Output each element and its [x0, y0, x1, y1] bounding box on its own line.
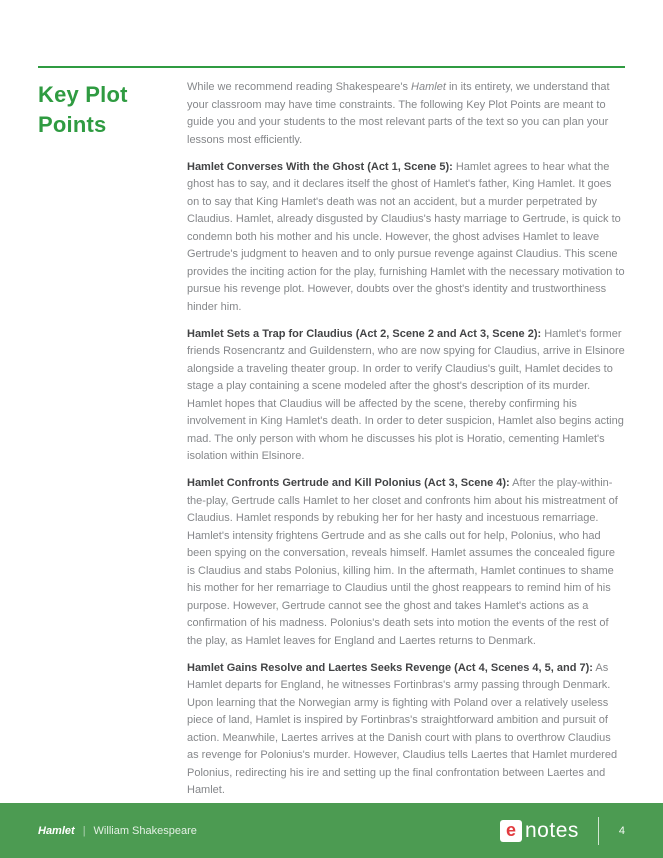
- main-text-column: [187, 79, 625, 824]
- page-title-line2: Points: [38, 112, 107, 137]
- top-divider-rule: [38, 66, 625, 68]
- plot-point-paragraph: [187, 326, 625, 466]
- plot-point-body: Hamlet's former friends Rosencrantz and Guildenstern, who are now spying for Claudius, arrive in Elsinore alongside a traveling theater group. In order to verify Claudius's guilt, Hamlet decides to stage a play containing a scene modeled after the ghost's description of its murder. Hamlet hopes that Claudius will be affected by the scene, thereby confirming his involvement in King Hamlet's death. In order to deter suspicion, Hamlet also begins acting mad. The only person with whom he discusses his plot is Horatio, cementing Hamlet's isolation within Elsinore.: [187, 327, 625, 462]
- page-number: 4: [618, 824, 625, 837]
- plot-point-paragraph: [187, 159, 625, 317]
- enotes-logo-wordmark: notes: [525, 818, 579, 842]
- enotes-logo-e-icon: e: [500, 820, 522, 842]
- plot-point-body: Hamlet agrees to hear what the ghost has to say, and it declares itself the ghost of Hamlet's father, King Hamlet. It goes on to say that King Hamlet's death was not an accident, but a murder perpetrated by Claudius. Hamlet, already disgusted by Claudius's hasty marriage to Gertrude, is quick to condemn both his mother and his uncle. However, the ghost advises Hamlet to leave Gertrude's judgment to heaven and to only pursue revenge against Claudius. This scene provides the inciting action for the play, furnishing Hamlet with the necessary motivation to pursue his revenge plot. However, doubts over the ghost's identity and trustworthiness hinder him.: [187, 160, 625, 313]
- footer-book-info: [38, 825, 197, 837]
- intro-text-post: in its entirety, we understand that your classroom may have time constraints. The following Key Plot Points are meant to guide you and your students to the most relevant parts of the text so you can plan your lessons most efficiently.: [187, 81, 610, 146]
- footer-brand-area: [500, 817, 625, 845]
- footer-book-title: Hamlet: [38, 824, 75, 837]
- page-title-line1: Key Plot: [38, 82, 128, 107]
- plot-point-heading: Hamlet Sets a Trap for Claudius (Act 2, Scene 2 and Act 3, Scene 2):: [187, 327, 542, 340]
- page-title: [38, 80, 178, 140]
- plot-point-body: After the play-within-the-play, Gertrude calls Hamlet to her closet and confronts him about his mistreatment of Claudius. Hamlet responds by rebuking her for her hasty and incestuous remarriage. Hamlet's intensity frightens Gertrude and as she calls out for help, Polonius, who had been spying on the conversation, reveals himself. Hamlet assumes the concealed figure is Claudius and stabs Polonius, killing him. In the aftermath, Hamlet continues to shame his mother for her remarriage to Claudius until the ghost reappears to remind him of his purpose. However, Gertrude cannot see the ghost and takes Hamlet's actions as a confirmation of his madness. Polonius's death sets into motion the events of the rest of the play, as Hamlet leaves for England and Laertes returns to Denmark.: [187, 477, 618, 647]
- footer-author: William Shakespeare: [93, 824, 197, 837]
- plot-point-heading: Hamlet Converses With the Ghost (Act 1, Scene 5):: [187, 160, 453, 173]
- plot-point-body: As Hamlet departs for England, he witnesses Fortinbras's army passing through Denmark. Upon learning that the Norwegian army is fighting with Poland over a relatively useless piece of land, Hamlet is inspired by Fortinbras's straightforward ambition and pursuit of action. Meanwhile, Laertes arrives at the Danish court with plans to overthrow Claudius as revenge for Polonius's murder. However, Claudius tells Laertes that Hamlet murdered Polonius, redirecting his ire and setting up the final confrontation between Laertes and Hamlet.: [187, 661, 618, 796]
- footer-vertical-divider: [598, 817, 599, 845]
- intro-text-pre: While we recommend reading Shakespeare's: [187, 81, 412, 93]
- footer-bar: [0, 803, 663, 858]
- plot-point-heading: Hamlet Confronts Gertrude and Kill Polonius (Act 3, Scene 4):: [187, 477, 510, 489]
- plot-point-paragraph: [187, 475, 625, 650]
- enotes-logo: [500, 820, 579, 842]
- book-title-italic: Hamlet: [411, 81, 446, 93]
- plot-point-paragraph: [187, 660, 625, 800]
- footer-separator: |: [82, 824, 86, 837]
- intro-paragraph: [187, 79, 625, 149]
- plot-point-heading: Hamlet Gains Resolve and Laertes Seeks Revenge (Act 4, Scenes 4, 5, and 7):: [187, 661, 593, 674]
